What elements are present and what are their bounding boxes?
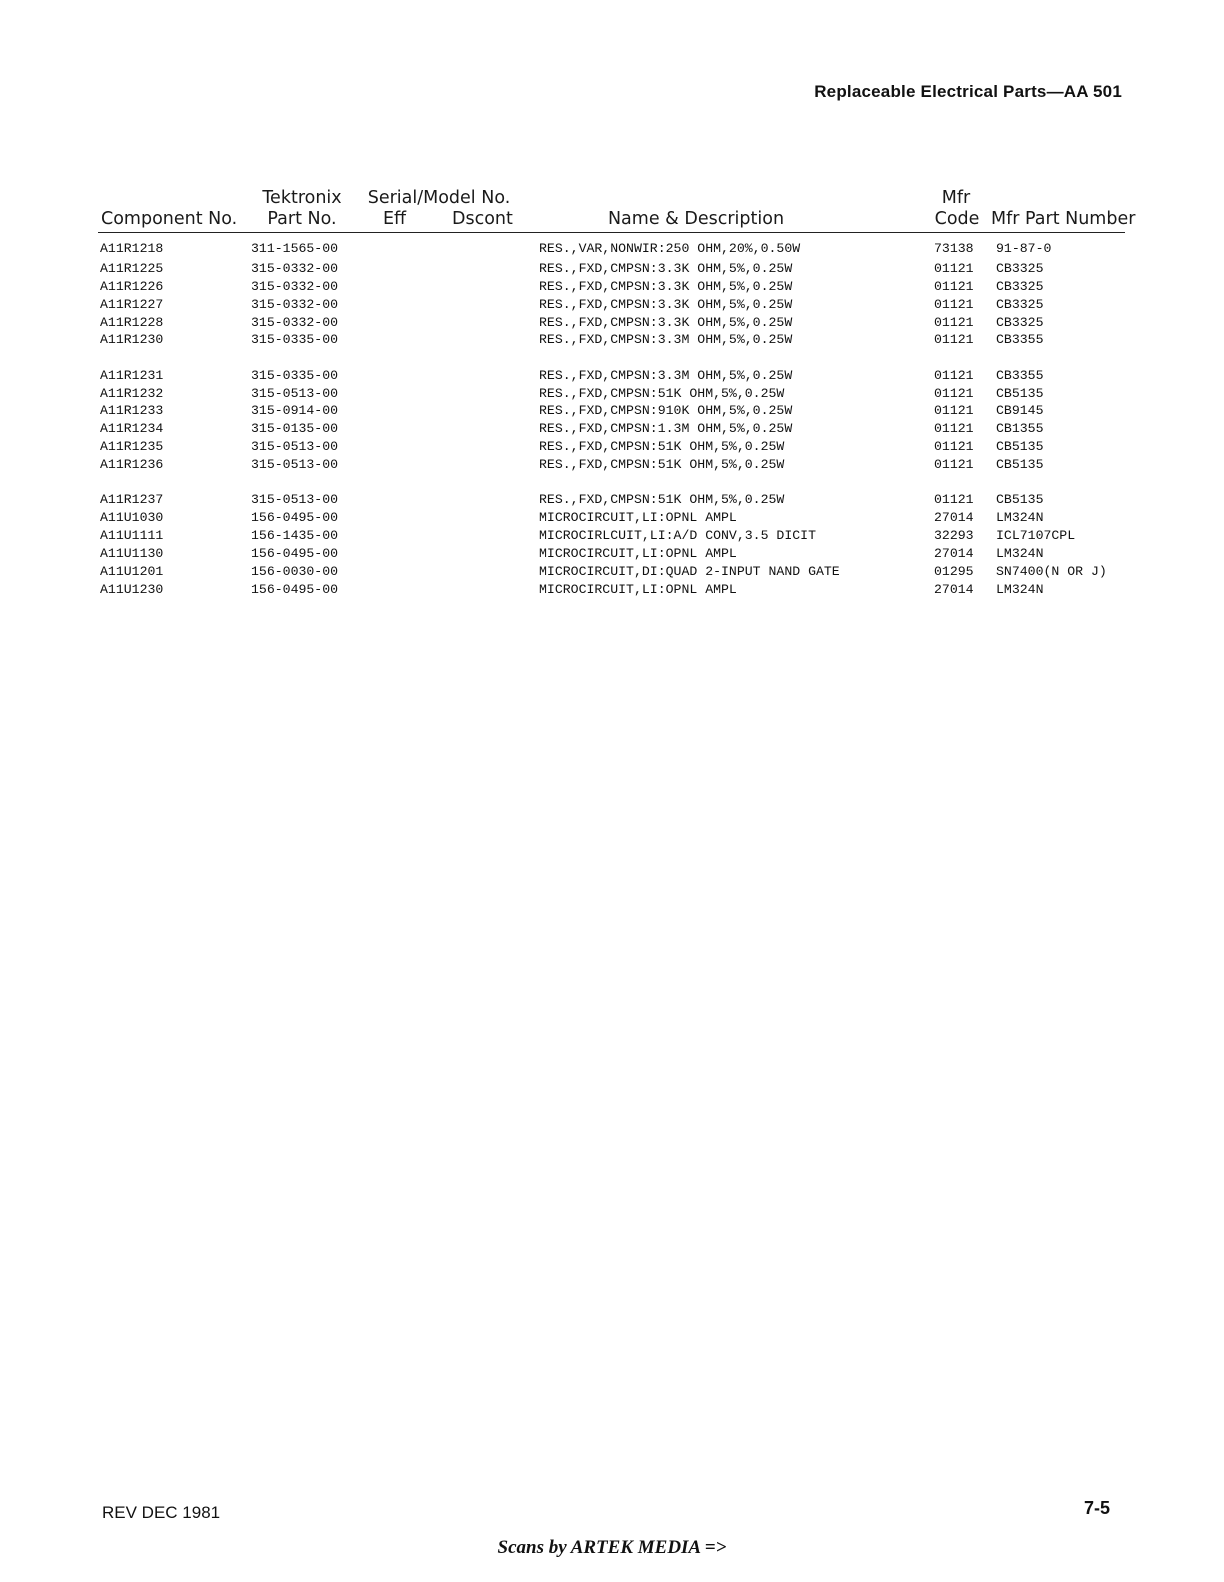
cell-part-no: 315-0335-00 <box>251 332 339 347</box>
cell-mfr-part-number: LM324N <box>996 546 1044 561</box>
col-mfr-part-number: Mfr Part Number <box>991 209 1136 229</box>
cell-mfr-part-number: CB5135 <box>996 492 1044 507</box>
cell-name-description: MICROCIRLCUIT,LI:A/D CONV,3.5 DICIT <box>539 528 816 543</box>
cell-name-description: RES.,FXD,CMPSN:51K OHM,5%,0.25W <box>539 457 785 472</box>
cell-mfr-part-number: CB3355 <box>996 332 1044 347</box>
cell-part-no: 315-0513-00 <box>251 439 339 454</box>
cell-component: A11R1218 <box>100 241 164 256</box>
cell-mfr-code: 01121 <box>934 457 974 472</box>
cell-component: A11R1227 <box>100 297 164 312</box>
table-row <box>0 279 1224 297</box>
cell-component: A11U1201 <box>100 564 164 579</box>
table-row <box>0 421 1224 439</box>
revision-date: REV DEC 1981 <box>102 1503 221 1522</box>
cell-mfr-part-number: CB9145 <box>996 403 1044 418</box>
cell-mfr-code: 27014 <box>934 510 974 525</box>
cell-mfr-code: 27014 <box>934 546 974 561</box>
table-row <box>0 315 1224 333</box>
header-divider <box>98 232 1125 233</box>
table-row <box>0 492 1224 510</box>
table-row <box>0 564 1224 582</box>
cell-mfr-code: 01121 <box>934 315 974 330</box>
page-number: 7-5 <box>1083 1498 1110 1518</box>
cell-component: A11R1228 <box>100 315 164 330</box>
cell-name-description: RES.,FXD,CMPSN:3.3M OHM,5%,0.25W <box>539 368 793 383</box>
table-row <box>0 582 1224 600</box>
cell-part-no: 315-0332-00 <box>251 279 339 294</box>
cell-name-description: RES.,FXD,CMPSN:51K OHM,5%,0.25W <box>539 386 785 401</box>
cell-mfr-code: 01121 <box>934 439 974 454</box>
cell-part-no: 315-0914-00 <box>251 403 339 418</box>
cell-part-no: 315-0332-00 <box>251 315 339 330</box>
col-mfr: Mfr <box>941 188 971 208</box>
cell-mfr-part-number: CB3325 <box>996 261 1044 276</box>
table-row <box>0 386 1224 404</box>
cell-component: A11R1233 <box>100 403 164 418</box>
cell-mfr-part-number: CB3325 <box>996 279 1044 294</box>
cell-mfr-code: 27014 <box>934 582 974 597</box>
cell-part-no: 315-0335-00 <box>251 368 339 383</box>
table-row <box>0 261 1224 279</box>
cell-mfr-code: 01121 <box>934 492 974 507</box>
cell-part-no: 311-1565-00 <box>251 241 339 256</box>
cell-mfr-part-number: CB5135 <box>996 439 1044 454</box>
table-row <box>0 546 1224 564</box>
cell-name-description: RES.,FXD,CMPSN:51K OHM,5%,0.25W <box>539 439 785 454</box>
cell-part-no: 156-0495-00 <box>251 546 339 561</box>
col-part-no: Part No. <box>267 209 337 229</box>
table-row <box>0 332 1224 350</box>
cell-component: A11R1236 <box>100 457 164 472</box>
cell-mfr-part-number: CB5135 <box>996 457 1044 472</box>
col-dscont: Dscont <box>452 209 513 229</box>
table-row <box>0 241 1224 259</box>
cell-component: A11R1230 <box>100 332 164 347</box>
col-name-description: Name & Description <box>607 209 785 229</box>
cell-part-no: 315-0332-00 <box>251 261 339 276</box>
cell-mfr-part-number: CB3355 <box>996 368 1044 383</box>
cell-name-description: MICROCIRCUIT,LI:OPNL AMPL <box>539 510 737 525</box>
cell-mfr-code: 01121 <box>934 332 974 347</box>
col-eff: Eff <box>383 209 407 229</box>
page-header-title: Replaceable Electrical Parts—AA 501 <box>814 82 1122 101</box>
table-row <box>0 439 1224 457</box>
cell-name-description: RES.,FXD,CMPSN:3.3K OHM,5%,0.25W <box>539 261 793 276</box>
cell-mfr-part-number: ICL7107CPL <box>996 528 1076 543</box>
cell-name-description: RES.,FXD,CMPSN:3.3K OHM,5%,0.25W <box>539 279 793 294</box>
cell-mfr-code: 01121 <box>934 403 974 418</box>
col-serial-model: Serial/Model No. <box>367 188 511 208</box>
cell-mfr-code: 01121 <box>934 368 974 383</box>
cell-mfr-part-number: CB5135 <box>996 386 1044 401</box>
cell-mfr-part-number: LM324N <box>996 510 1044 525</box>
cell-mfr-code: 01121 <box>934 421 974 436</box>
cell-mfr-part-number: CB1355 <box>996 421 1044 436</box>
cell-mfr-part-number: SN7400(N OR J) <box>996 564 1107 579</box>
table-row <box>0 528 1224 546</box>
cell-part-no: 315-0513-00 <box>251 386 339 401</box>
cell-mfr-code: 01295 <box>934 564 974 579</box>
cell-mfr-code: 01121 <box>934 297 974 312</box>
cell-name-description: RES.,FXD,CMPSN:1.3M OHM,5%,0.25W <box>539 421 793 436</box>
cell-component: A11R1235 <box>100 439 164 454</box>
cell-name-description: RES.,VAR,NONWIR:250 OHM,20%,0.50W <box>539 241 801 256</box>
cell-mfr-part-number: CB3325 <box>996 315 1044 330</box>
table-row <box>0 457 1224 475</box>
cell-name-description: RES.,FXD,CMPSN:910K OHM,5%,0.25W <box>539 403 793 418</box>
cell-name-description: RES.,FXD,CMPSN:3.3M OHM,5%,0.25W <box>539 332 793 347</box>
cell-part-no: 156-0030-00 <box>251 564 339 579</box>
cell-name-description: RES.,FXD,CMPSN:51K OHM,5%,0.25W <box>539 492 785 507</box>
cell-component: A11U1030 <box>100 510 164 525</box>
cell-mfr-code: 01121 <box>934 279 974 294</box>
cell-name-description: MICROCIRCUIT,LI:OPNL AMPL <box>539 582 737 597</box>
col-component: Component No. <box>101 209 238 229</box>
cell-part-no: 315-0513-00 <box>251 492 339 507</box>
cell-name-description: MICROCIRCUIT,DI:QUAD 2-INPUT NAND GATE <box>539 564 840 579</box>
col-code: Code <box>934 209 980 229</box>
cell-component: A11U1230 <box>100 582 164 597</box>
cell-component: A11U1130 <box>100 546 164 561</box>
cell-component: A11R1234 <box>100 421 164 436</box>
cell-component: A11R1237 <box>100 492 164 507</box>
cell-component: A11U1111 <box>100 528 164 543</box>
cell-name-description: RES.,FXD,CMPSN:3.3K OHM,5%,0.25W <box>539 297 793 312</box>
cell-part-no: 156-0495-00 <box>251 510 339 525</box>
cell-mfr-part-number: CB3325 <box>996 297 1044 312</box>
cell-component: A11R1231 <box>100 368 164 383</box>
cell-component: A11R1226 <box>100 279 164 294</box>
cell-mfr-part-number: 91-87-0 <box>996 241 1052 256</box>
table-row <box>0 297 1224 315</box>
table-row <box>0 403 1224 421</box>
table-row <box>0 368 1224 386</box>
col-tektronix: Tektronix <box>262 188 342 208</box>
cell-part-no: 156-1435-00 <box>251 528 339 543</box>
cell-part-no: 156-0495-00 <box>251 582 339 597</box>
table-row <box>0 510 1224 528</box>
cell-mfr-code: 01121 <box>934 261 974 276</box>
scan-credit: Scans by ARTEK MEDIA => <box>497 1537 727 1558</box>
cell-name-description: MICROCIRCUIT,LI:OPNL AMPL <box>539 546 737 561</box>
cell-component: A11R1225 <box>100 261 164 276</box>
cell-component: A11R1232 <box>100 386 164 401</box>
cell-part-no: 315-0513-00 <box>251 457 339 472</box>
cell-part-no: 315-0332-00 <box>251 297 339 312</box>
cell-part-no: 315-0135-00 <box>251 421 339 436</box>
cell-mfr-code: 01121 <box>934 386 974 401</box>
cell-mfr-part-number: LM324N <box>996 582 1044 597</box>
cell-mfr-code: 32293 <box>934 528 974 543</box>
cell-name-description: RES.,FXD,CMPSN:3.3K OHM,5%,0.25W <box>539 315 793 330</box>
cell-mfr-code: 73138 <box>934 241 974 256</box>
